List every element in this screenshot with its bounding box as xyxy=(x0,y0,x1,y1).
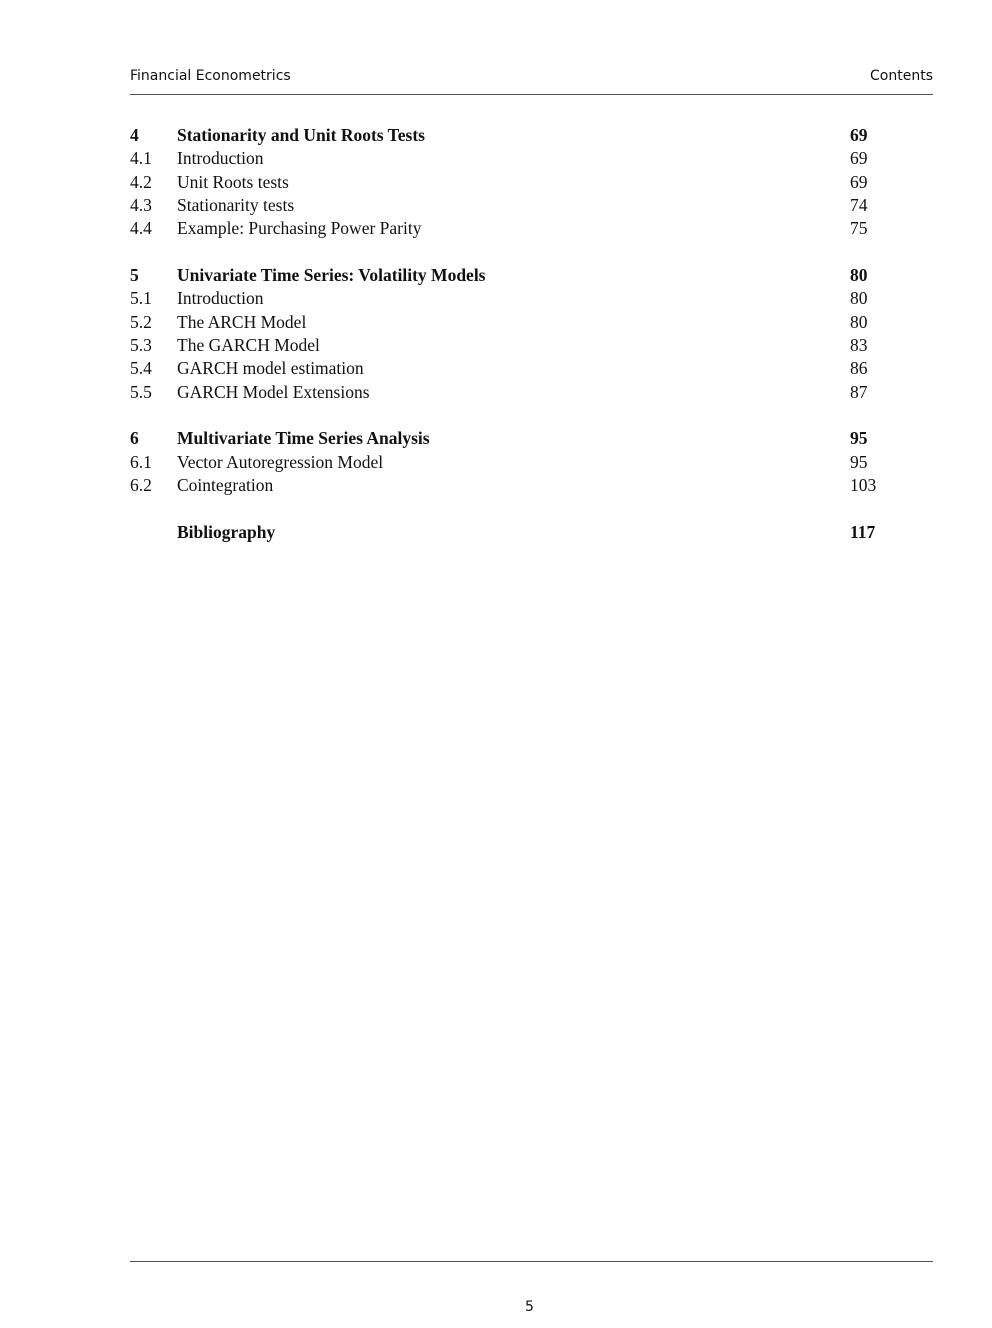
entry-page: 69 xyxy=(850,125,868,145)
entry-page: 87 xyxy=(850,381,868,402)
entry-page: 117 xyxy=(850,521,876,542)
entry-title: GARCH Model Extensions xyxy=(177,381,370,402)
running-header-title: Financial Econometrics xyxy=(130,68,291,84)
entry-number: 5.3 xyxy=(130,334,152,355)
entry-title: Introduction xyxy=(177,288,264,309)
entry-title: GARCH model estimation xyxy=(177,358,364,379)
spacer xyxy=(130,497,890,520)
toc-chapter-entry[interactable] xyxy=(130,264,890,287)
entry-page: 69 xyxy=(850,171,868,192)
entry-title: Unit Roots tests xyxy=(177,171,289,192)
entry-number: 4.4 xyxy=(130,218,152,239)
toc-section-entry[interactable] xyxy=(130,194,890,217)
running-header-section: Contents xyxy=(870,68,933,84)
toc-chapter-entry[interactable] xyxy=(130,427,890,450)
entry-title: Stationarity and Unit Roots Tests xyxy=(177,125,425,145)
entry-number: 4.1 xyxy=(130,148,152,169)
toc-section-entry[interactable] xyxy=(130,171,890,194)
entry-page: 95 xyxy=(850,451,868,472)
entry-title: Multivariate Time Series Analysis xyxy=(177,428,430,449)
entry-title: Cointegration xyxy=(177,474,274,495)
table-of-contents xyxy=(130,124,890,544)
entry-page: 80 xyxy=(850,311,868,332)
entry-page: 80 xyxy=(850,264,868,285)
entry-page: 75 xyxy=(850,218,868,239)
entry-number: 6 xyxy=(130,428,139,449)
toc-section-entry[interactable] xyxy=(130,217,890,240)
entry-title: The GARCH Model xyxy=(177,334,320,355)
entry-number: 5.5 xyxy=(130,381,152,402)
entry-number: 6.2 xyxy=(130,474,152,495)
entry-page: 95 xyxy=(850,428,868,449)
spacer xyxy=(130,241,890,264)
header-rule xyxy=(130,94,933,95)
toc-section-entry[interactable] xyxy=(130,147,890,170)
entry-number: 5.2 xyxy=(130,311,152,332)
toc-section-entry[interactable] xyxy=(130,451,890,474)
toc-section-entry[interactable] xyxy=(130,287,890,310)
spacer xyxy=(130,404,890,427)
entry-page: 74 xyxy=(850,194,868,215)
entry-number: 4.3 xyxy=(130,194,152,215)
entry-number: 5.1 xyxy=(130,288,152,309)
toc-bibliography-entry[interactable] xyxy=(130,521,890,544)
entry-page: 86 xyxy=(850,358,868,379)
entry-title: Example: Purchasing Power Parity xyxy=(177,218,422,239)
toc-section-entry[interactable] xyxy=(130,381,890,404)
entry-title: Bibliography xyxy=(177,521,276,542)
toc-section-entry[interactable] xyxy=(130,474,890,497)
toc-chapter-entry[interactable] xyxy=(130,124,890,147)
toc-section-entry[interactable] xyxy=(130,311,890,334)
entry-number: 5 xyxy=(130,264,139,285)
entry-title: Stationarity tests xyxy=(177,194,295,215)
entry-number: 4 xyxy=(130,125,139,145)
entry-title: Univariate Time Series: Volatility Models xyxy=(177,264,486,285)
entry-page: 103 xyxy=(850,474,877,495)
footer-rule xyxy=(130,1261,933,1262)
entry-page: 83 xyxy=(850,334,868,355)
page-number: 5 xyxy=(525,1299,534,1315)
entry-page: 80 xyxy=(850,288,868,309)
toc-section-entry[interactable] xyxy=(130,357,890,380)
entry-title: Introduction xyxy=(177,148,264,169)
entry-number: 6.1 xyxy=(130,451,152,472)
entry-number: 5.4 xyxy=(130,358,152,379)
entry-title: Vector Autoregression Model xyxy=(177,451,384,472)
entry-number: 4.2 xyxy=(130,171,152,192)
entry-title: The ARCH Model xyxy=(177,311,307,332)
toc-section-entry[interactable] xyxy=(130,334,890,357)
entry-page: 69 xyxy=(850,148,868,169)
